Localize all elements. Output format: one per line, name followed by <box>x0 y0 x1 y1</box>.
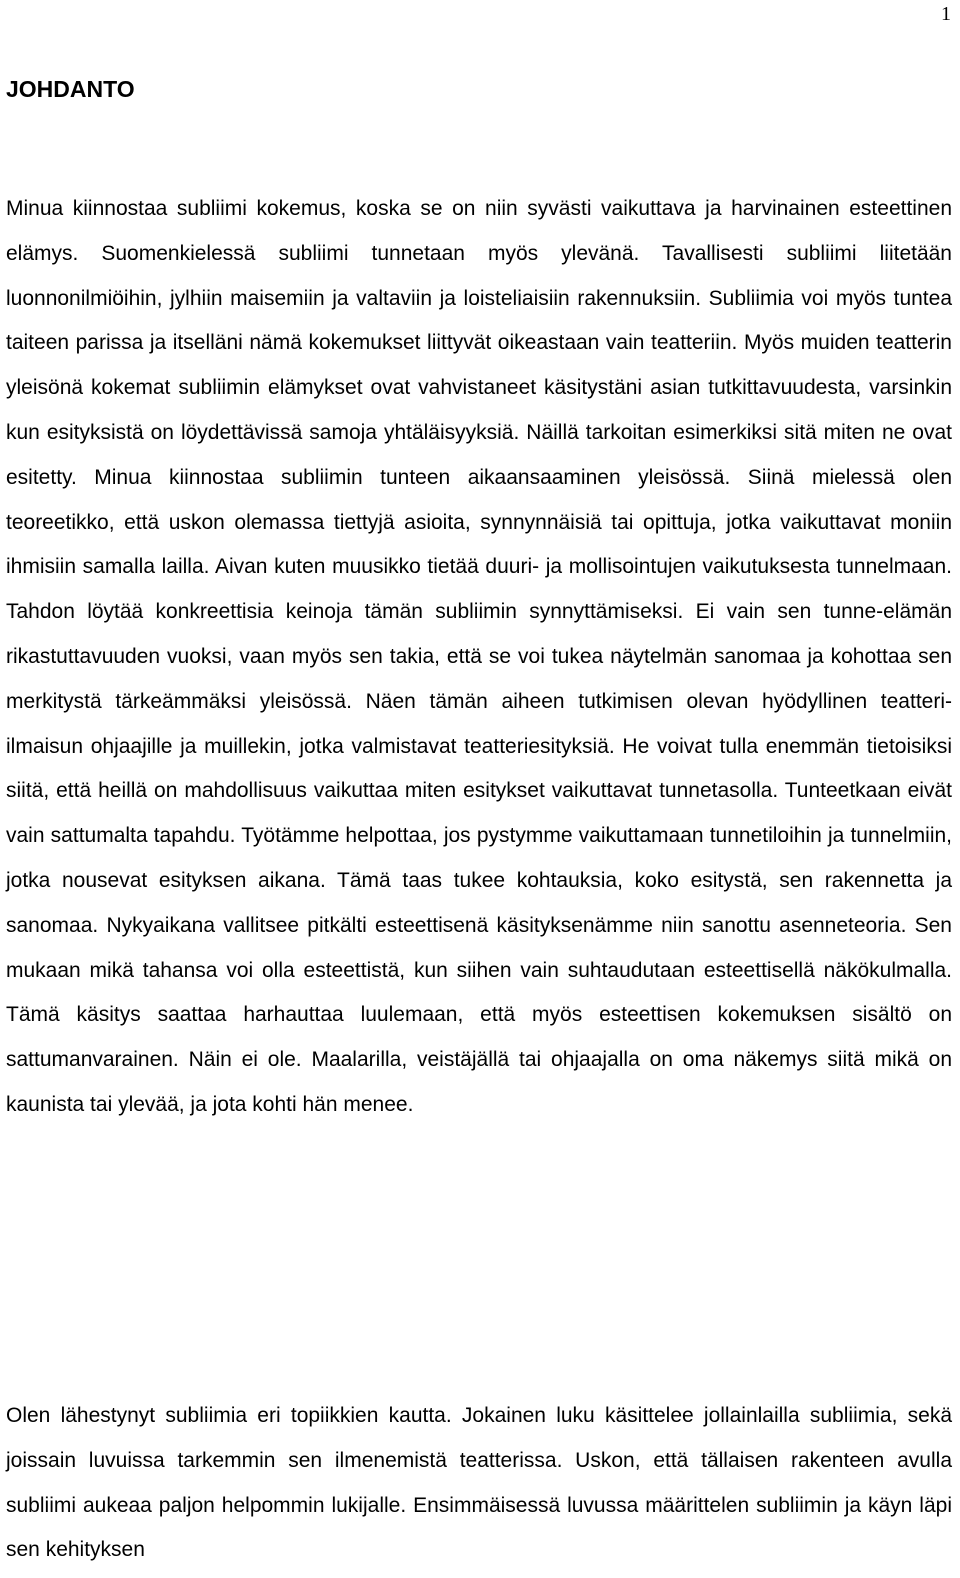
body-paragraph: Olen lähestynyt subliimia eri topiikkien kautta. Jokainen luku käsittelee jollainlailla subliimia, sekä joissain luvuissa tarkemmin sen ilmenemistä teatterissa. Uskon, että tällaisen rakenteen avulla subliimi aukeaa paljon helpommin lukijalle. Ensimmäisessä luvussa määrittelen subliimin ja käyn läpi sen kehityksen <box>6 1404 952 1562</box>
body-paragraph: Minua kiinnostaa subliimi kokemus, koska se on niin syvästi vaikuttava ja harvinainen esteettinen elämys. Suomenkielessä subliimi tunnetaan myös ylevänä. Tavallisesti subliimi liitetään luonnonilmiöihin, jylhiin maisemiin ja valtaviin ja loisteliaisiin rakennuksiin. Subliimia voi myös tuntea taiteen parissa ja itselläni nämä kokemukset liittyvät oikeastaan vain teatteriin. Myös muiden teatterin yleisönä kokemat subliimin elämykset ovat vahvistaneet käsitystäni asian tutkittavuudesta, varsinkin kun esityksistä on löydettävissä samoja yhtäläisyyksiä. Näillä tarkoitan esimerkiksi sitä miten ne ovat esitetty. Minua kiinnostaa subliimin tunteen aikaansaaminen yleisössä. Siinä mielessä olen teoreetikko, että uskon olemassa tiettyjä asioita, synnynnäisiä tai opittuja, jotka vaikuttavat moniin ihmisiin samalla lailla. Aivan kuten muusikko tietää duuri- ja mollisointujen vaikutuksesta tunnelmaan. Tahdon löytää konkreettisia keinoja tämän subliimin synnyttämiseksi. Ei vain sen tunne-elämän rikastuttavuuden vuoksi, vaan myös sen takia, että se voi tukea näytelmän sanomaa ja kohottaa sen merkitystä tärkeämmäksi yleisössä. Näen tämän aiheen tutkimisen olevan hyödyllinen teatteri-ilmaisun ohjaajille ja muillekin, jotka valmistavat teatteriesityksiä. He voivat tulla enemmän tietoisiksi siitä, että heillä on mahdollisuus vaikuttaa miten esitykset vaikuttavat tunnetasolla. Tunteetkaan eivät vain sattumalta tapahdu. Työtämme helpottaa, jos pystymme vaikuttamaan tunnetiloihin ja tunnelmiin, jotka nousevat esityksen aikana. Tämä taas tukee kohtauksia, koko esitystä, sen rakennetta ja sanomaa. Nykyaikana vallitsee pitkälti esteettisenä käsityksenämme niin sanottu asenneteoria. Sen mukaan mikä tahansa voi olla esteettistä, kun siihen vain suhtaudutaan esteettisellä näkökulmalla. Tämä käsitys saattaa harhauttaa luulemaan, että myös esteettisen kokemuksen sisältö on sattumanvarainen. Näin ei ole. Maalarilla, veistäjällä tai ohjaajalla on oma näkemys siitä mikä on kaunista tai ylevää, ja jota kohti hän menee. <box>6 197 952 1116</box>
page-number: 1 <box>941 3 951 25</box>
chapter-heading: JOHDANTO <box>6 76 135 102</box>
